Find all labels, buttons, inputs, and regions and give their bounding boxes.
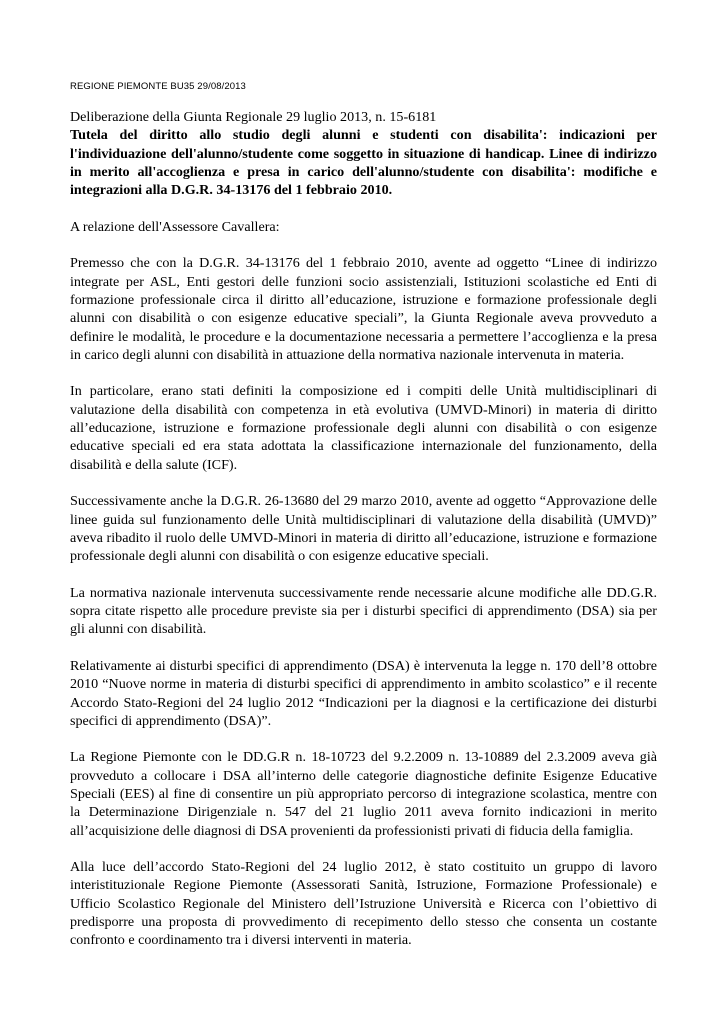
intro-line: A relazione dell'Assessore Cavallera: [70,218,280,235]
paragraph: La normativa nazionale intervenuta successivamente rende necessarie alcune modifiche alle DD.G.R. sopra citate rispetto alle procedure previste sia per i disturbi specifici di apprendimento (DSA) sia per gli alunni con disabilità. [70,584,657,638]
paragraph: Relativamente ai disturbi specifici di apprendimento (DSA) è intervenuta la legge n. 170 dell’8 ottobre 2010 “Nuove norme in materia di disturbi specifici di apprendimento in ambito scolastico” e il recente Accordo Stato-Regioni del 24 luglio 2012 “Indicazioni per la diagnosi e la certificazione dei disturbi specifici di apprendimento (DSA)”. [70,657,657,729]
paragraph: La Regione Piemonte con le DD.G.R n. 18-10723 del 9.2.2009 n. 13-10889 del 2.3.2009 aveva già provveduto a collocare i DSA all’interno delle categorie diagnostiche definite Esigenze Educative Speciali (EES) al fine di consentire un più appropriato percorso di integrazione scolastica, mentre con la Determinazione Dirigenziale n. 547 del 21 luglio 2011 aveva fornito indicazioni in merito all’acquisizione delle diagnosi di DSA provenienti da professionisti privati di fiducia della famiglia. [70,749,657,839]
spacer [70,639,657,657]
paragraph: In particolare, erano stati definiti la composizione ed i compiti delle Unità multidisciplinari di valutazione della disabilità con competenza in età evolutiva (UMVD-Minori) in materia di diritto all’educazione, istruzione e formazione professionale degli alunni con disabilità o con esigenze educative speciali ed era stata adottata la classificazione internazionale del funzionamento, della disabilità e della salute (ICF). [70,383,657,473]
deliberation-heading: Deliberazione della Giunta Regionale 29 luglio 2013, n. 15-6181 [70,109,437,125]
spacer [70,840,657,858]
spacer [70,565,657,583]
deliberation-title: Tutela del diritto allo studio degli alunni e studenti con disabilita': indicazioni per l'individuazione dell'alunno/studente come soggetto in situazione di handicap. Linee di indirizzo in merito all'accoglienza e presa in carico dell'alunno/studente con disabilita': modifiche e integrazioni alla D.G.R. 34-13176 del 1 febbraio 2010. [70,127,657,199]
spacer [70,364,657,382]
spacer [70,236,657,254]
spacer [70,730,657,748]
document-body [70,108,657,950]
paragraph: Alla luce dell’accordo Stato-Regioni del 24 luglio 2012, è stato costituito un gruppo di lavoro interistituzionale Regione Piemonte (Assessorati Sanità, Istruzione, Formazione Professionale) e Ufficio Scolastico Regionale del Ministero dell’Istruzione Università e Ricerca con l’obiettivo di predisporre una proposta di provvedimento di recepimento dello stesso che consenta un costante confronto e coordinamento tra i diversi interventi in materia. [70,859,657,949]
paragraph: Premesso che con la D.G.R. 34-13176 del 1 febbraio 2010, avente ad oggetto “Linee di indirizzo integrate per ASL, Enti gestori delle funzioni socio assistenziali, Istituzioni scolastiche ed Enti di formazione professionale circa il diritto all’educazione, istruzione e formazione professionale degli alunni con disabilità o con esigenze educative speciali”, la Giunta Regionale aveva provveduto a definire le modalità, le procedure e la documentazione necessaria a permettere l’accoglienza e la presa in carico degli alunni con disabilità in attuazione della normativa nazionale intervenuta in materia. [70,255,657,363]
paragraph: Successivamente anche la D.G.R. 26-13680 del 29 marzo 2010, avente ad oggetto “Approvazione delle linee guida sul funzionamento delle Unità multidisciplinari di valutazione della disabilità (UMVD)” aveva ribadito il ruolo delle UMVD-Minori in materia di diritto all’educazione, istruzione e formazione professionale degli alunni con disabilità o con esigenze educative speciali. [70,493,657,565]
spacer [70,199,657,217]
bulletin-header: REGIONE PIEMONTE BU35 29/08/2013 [70,81,246,92]
spacer [70,474,657,492]
